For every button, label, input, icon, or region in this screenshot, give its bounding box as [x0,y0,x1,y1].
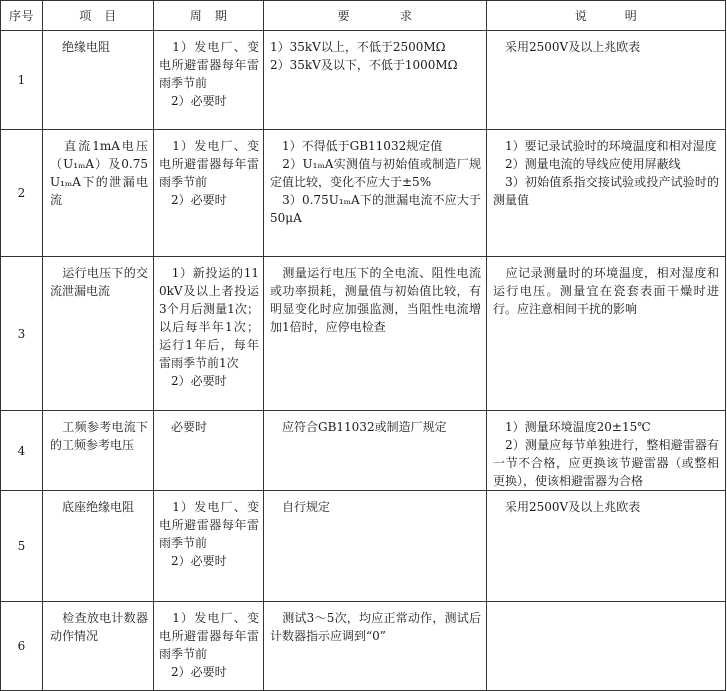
row-item: 直流1mA电压（U₁ₘA）及0.75U₁ₘA下的泄漏电流 [50,139,148,207]
row-note: 采用2500V及以上兆欧表 [493,40,641,54]
row-note: 采用2500V及以上兆欧表 [493,500,641,514]
row-note: 1）要记录试验时的环境温度和相对湿度 2）测量电流的导线应使用屏蔽线 3）初始值系指交接试验或投产试验时的测量值 [493,139,719,207]
header-note: 说 明 [487,1,726,31]
header-item: 项 目 [43,1,154,31]
header-cycle: 周 期 [154,1,264,31]
row-item: 检查放电计数器动作情况 [50,611,148,643]
row-requirement: 测试3～5次，均应正常动作，测试后计数器指示应调到“0” [270,611,481,643]
row-requirement: 1）35kV以上，不低于2500MΩ 2）35kV及以下，不低于1000MΩ [270,40,458,72]
table-row [1,31,726,130]
table-row [1,257,726,411]
header-serial-no: 序号 [1,1,43,31]
row-note: 应记录测量时的环境温度，相对湿度和运行电压。测量宜在瓷套表面干燥时进行。应注意相间干扰的影响 [493,266,719,316]
row-item: 工频参考电流下的工频参考电压 [50,420,148,452]
table-row [1,602,726,691]
row-serial-no: 5 [1,491,43,602]
row-serial-no: 2 [1,130,43,257]
row-requirement: 1）不得低于GB11032规定值 2）U₁ₘA实测值与初始值或制造厂规定值比较，变化不应大于±5% 3）0.75U₁ₘA下的泄漏电流不应大于50μA [270,139,481,225]
table-row [1,130,726,257]
row-cycle: 1）新投运的110kV及以上者投运3个月后测量1次；以后每半年1次；运行1年后，每年雷雨季节前1次 2）必要时 [159,266,259,388]
header-requirement: 要 求 [264,1,487,31]
row-serial-no: 4 [1,411,43,491]
row-cycle: 1）发电厂、变电所避雷器每年雷雨季节前 2）必要时 [159,500,259,568]
row-cycle: 1）发电厂、变电所避雷器每年雷雨季节前 2）必要时 [159,40,259,108]
row-note: 1）测量环境温度20±15℃ 2）测量应每节单独进行，整相避雷器有一节不合格，应更换该节避雷器（或整相更换），使该相避雷器为合格 [493,420,719,488]
row-serial-no: 6 [1,602,43,691]
row-requirement: 应符合GB11032或制造厂规定 [270,420,447,434]
row-item: 绝缘电阻 [50,40,111,54]
table-row [1,491,726,602]
row-serial-no: 1 [1,31,43,130]
row-item: 运行电压下的交流泄漏电流 [50,266,148,298]
table-row [1,411,726,491]
table-header-row [1,1,726,31]
row-requirement: 自行规定 [270,500,331,514]
row-item: 底座绝缘电阻 [50,500,135,514]
row-cycle: 必要时 [159,420,208,434]
row-serial-no: 3 [1,257,43,411]
row-note [487,602,725,609]
row-cycle: 1）发电厂、变电所避雷器每年雷雨季节前 2）必要时 [159,611,259,679]
row-cycle: 1）发电厂、变电所避雷器每年雷雨季节前 2）必要时 [159,139,259,207]
row-requirement: 测量运行电压下的全电流、阻性电流或功率损耗，测量值与初始值比较，有明显变化时应加强监测，当阻性电流增加1倍时，应停电检查 [270,266,481,334]
